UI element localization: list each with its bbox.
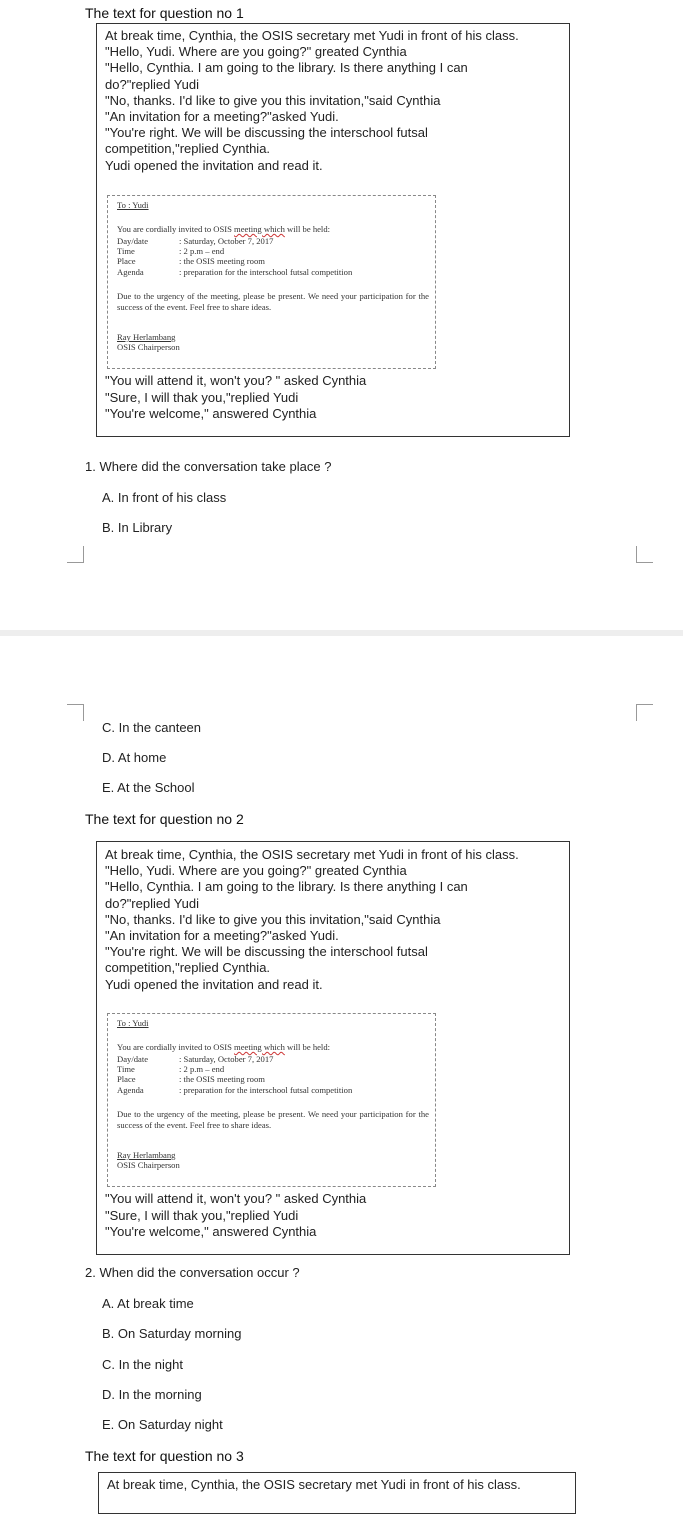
reading-text-box-2 bbox=[96, 841, 570, 1255]
story-line: At break time, Cynthia, the OSIS secretary met Yudi in front of his class. bbox=[107, 1477, 521, 1492]
closing-line: "You will attend it, won't you? " asked Cynthia bbox=[105, 373, 367, 388]
story-line: do?"replied Yudi bbox=[105, 76, 200, 92]
page-corner-mark bbox=[636, 704, 653, 721]
story-text bbox=[105, 28, 561, 174]
invitation-row-time: Time : 2 p.m – end bbox=[117, 246, 225, 256]
story-line: "No, thanks. I'd like to give you this invitation,"said Cynthia bbox=[105, 92, 441, 108]
question-2-option-e[interactable]: E. On Saturday night bbox=[102, 1417, 223, 1432]
closing-line: "Sure, I will thak you,"replied Yudi bbox=[105, 1208, 299, 1223]
reading-text-box-3 bbox=[98, 1472, 576, 1514]
question-2-option-d[interactable]: D. In the morning bbox=[102, 1387, 202, 1402]
invitation-row-date: Day/date : Saturday, October 7, 2017 bbox=[117, 1054, 274, 1064]
question-1-option-e[interactable]: E. At the School bbox=[102, 780, 195, 795]
story-line: "An invitation for a meeting?"asked Yudi. bbox=[105, 928, 339, 944]
invitation-recipient: To : Yudi bbox=[117, 200, 149, 210]
question-2-text: 2. When did the conversation occur ? bbox=[85, 1265, 300, 1280]
invitation-row-place: Place : the OSIS meeting room bbox=[117, 1074, 265, 1084]
question-2-option-c[interactable]: C. In the night bbox=[102, 1357, 183, 1372]
story-text bbox=[107, 1477, 567, 1493]
story-text bbox=[105, 847, 561, 993]
closing-line: "You will attend it, won't you? " asked Cynthia bbox=[105, 1191, 367, 1206]
invitation-row-time: Time : 2 p.m – end bbox=[117, 1064, 225, 1074]
reading-text-box-1 bbox=[96, 23, 570, 437]
closing-line: "You're welcome," answered Cynthia bbox=[105, 1224, 317, 1239]
question-1-option-d[interactable]: D. At home bbox=[102, 750, 167, 765]
invitation-urgency-text: Due to the urgency of the meeting, please be present. We need your participation for the success of the event. Feel free to share ideas. bbox=[117, 1109, 429, 1130]
story-line: competition,"replied Cynthia. bbox=[105, 960, 271, 976]
story-line: "Hello, Yudi. Where are you going?" greated Cynthia bbox=[105, 863, 407, 879]
invitation-role: OSIS Chairperson bbox=[117, 342, 180, 352]
story-line: At break time, Cynthia, the OSIS secretary met Yudi in front of his class. bbox=[105, 847, 519, 862]
story-line: "You're right. We will be discussing the interschool futsal bbox=[105, 125, 428, 141]
story-line: competition,"replied Cynthia. bbox=[105, 141, 271, 157]
invitation-row-agenda: Agenda : preparation for the interschool futsal competition bbox=[117, 1085, 353, 1095]
invitation-row-date: Day/date : Saturday, October 7, 2017 bbox=[117, 236, 274, 246]
invitation-intro: You are cordially invited to OSIS meeting which will be held: bbox=[117, 224, 330, 234]
page-corner-mark bbox=[67, 546, 84, 563]
question-2-option-a[interactable]: A. At break time bbox=[102, 1296, 194, 1311]
invitation-role: OSIS Chairperson bbox=[117, 1160, 180, 1170]
page-corner-mark bbox=[67, 704, 84, 721]
invitation-signer: Ray Herlambang bbox=[117, 1150, 176, 1160]
story-line: Yudi opened the invitation and read it. bbox=[105, 157, 323, 173]
story-line: "An invitation for a meeting?"asked Yudi. bbox=[105, 109, 339, 125]
story-line: "Hello, Yudi. Where are you going?" greated Cynthia bbox=[105, 44, 407, 60]
page-corner-mark bbox=[636, 546, 653, 563]
story-line: At break time, Cynthia, the OSIS secretary met Yudi in front of his class. bbox=[105, 28, 519, 43]
question-1-text: 1. Where did the conversation take place ? bbox=[85, 459, 332, 474]
invitation-recipient: To : Yudi bbox=[117, 1018, 149, 1028]
story-line: "Hello, Cynthia. I am going to the library. Is there anything I can bbox=[105, 60, 468, 76]
story-line: do?"replied Yudi bbox=[105, 895, 200, 911]
closing-line: "Sure, I will thak you,"replied Yudi bbox=[105, 390, 299, 405]
question-1-option-c[interactable]: C. In the canteen bbox=[102, 720, 202, 735]
story-line: "You're right. We will be discussing the interschool futsal bbox=[105, 944, 428, 960]
story-line: "No, thanks. I'd like to give you this invitation,"said Cynthia bbox=[105, 911, 441, 927]
invitation-row-agenda: Agenda : preparation for the interschool futsal competition bbox=[117, 267, 353, 277]
story-line: "Hello, Cynthia. I am going to the library. Is there anything I can bbox=[105, 879, 468, 895]
question-1-option-b[interactable]: B. In Library bbox=[102, 520, 173, 535]
story-line: Yudi opened the invitation and read it. bbox=[105, 976, 323, 992]
section-heading-1: The text for question no 1 bbox=[85, 5, 244, 21]
closing-line: "You're welcome," answered Cynthia bbox=[105, 406, 317, 421]
invitation-urgency-text: Due to the urgency of the meeting, please be present. We need your participation for the success of the event. Feel free to share ideas. bbox=[117, 291, 429, 312]
question-2-option-b[interactable]: B. On Saturday morning bbox=[102, 1326, 242, 1341]
invitation-signer: Ray Herlambang bbox=[117, 332, 176, 342]
invitation-card bbox=[107, 1013, 436, 1187]
document-page-1 bbox=[0, 0, 683, 630]
invitation-card bbox=[107, 195, 436, 369]
invitation-intro: You are cordially invited to OSIS meeting which will be held: bbox=[117, 1042, 330, 1052]
document-page-2 bbox=[0, 636, 683, 1492]
section-heading-2: The text for question no 2 bbox=[85, 811, 244, 827]
section-heading-3: The text for question no 3 bbox=[85, 1448, 244, 1464]
invitation-row-place: Place : the OSIS meeting room bbox=[117, 256, 265, 266]
question-1-option-a[interactable]: A. In front of his class bbox=[102, 490, 227, 505]
